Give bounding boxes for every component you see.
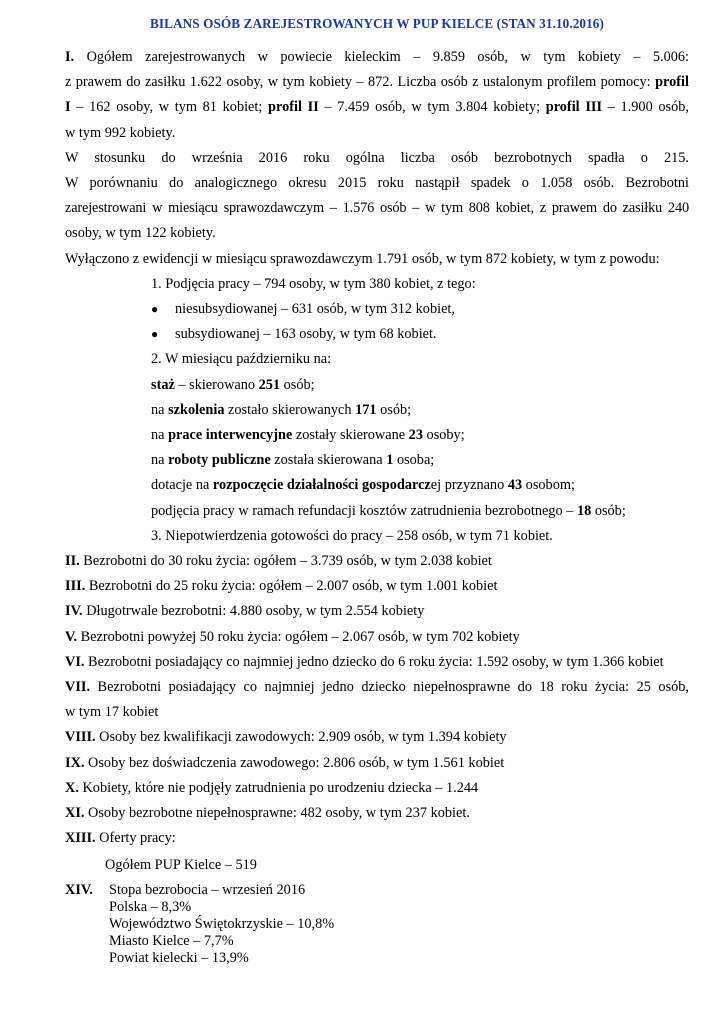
- list-item: staż – skierowano 251 osób;: [151, 376, 315, 393]
- stat-item: VII. Bezrobotni posiadający co najmniej jedno dziecko niepełnosprawne do 18 roku życia: 25 osób,: [65, 679, 689, 696]
- list-item: 2. W miesiącu październiku na:: [151, 351, 332, 368]
- section-number: VI.: [65, 653, 85, 670]
- list-item: na prace interwencyjne zostały skierowane 23 osoby;: [151, 427, 465, 444]
- rate-line: Miasto Kielce – 7,7%: [109, 932, 234, 949]
- rate-line: Powiat kielecki – 13,9%: [109, 949, 249, 966]
- stat-item: XIII. Oferty pracy:: [65, 830, 176, 847]
- stat-item: VIII. Osoby bez kwalifikacji zawodowych: 2.909 osób, w tym 1.394 kobiety: [65, 729, 507, 746]
- section-number: I.: [65, 49, 75, 65]
- list-item: 3. Niepotwierdzenia gotowości do pracy – 258 osób, w tym 71 kobiet.: [151, 527, 553, 544]
- unemployment-rate-section: [65, 882, 689, 967]
- document-page: [65, 16, 689, 967]
- paragraph: I – 162 osoby, w tym 81 kobiet; profil II – 7.459 osób, w tym 3.804 kobiety; profil III – 1.900 osób,: [65, 99, 689, 116]
- section-number: IV.: [65, 603, 83, 620]
- paragraph: Wyłączono z ewidencji w miesiącu sprawozdawczym 1.791 osób, w tym 872 kobiety, w tym z powodu:: [65, 250, 660, 267]
- rate-line: Województwo Świętokrzyskie – 10,8%: [109, 915, 335, 932]
- paragraph: zarejestrowani w miesiącu sprawozdawczym – 1.576 osób – w tym 808 kobiet, z prawem do zasiłku 240: [65, 200, 689, 217]
- stat-item: XI. Osoby bezrobotne niepełnosprawne: 482 osoby, w tym 237 kobiet.: [65, 805, 470, 822]
- bullet-item: ● niesubsydiowanej – 631 osób, w tym 312 kobiet,: [65, 297, 689, 322]
- section-number: XIII.: [65, 830, 96, 847]
- page-title: BILANS OSÓB ZAREJESTROWANYCH W PUP KIELCE (STAN 31.10.2016): [150, 16, 604, 31]
- list-item: 1. Podjęcia pracy – 794 osoby, w tym 380 kobiet, z tego:: [151, 275, 476, 292]
- job-offers-total: Ogółem PUP Kielce – 519: [105, 856, 257, 873]
- stat-item: VI. Bezrobotni posiadający co najmniej jedno dziecko do 6 roku życia: 1.592 osoby, w tym 1.366 kobiet: [65, 653, 664, 670]
- stat-item: IV. Długotrwale bezrobotni: 4.880 osoby, w tym 2.554 kobiety: [65, 603, 425, 620]
- profile-label: profil II: [268, 99, 319, 116]
- stat-item: V. Bezrobotni powyżej 50 roku życia: ogółem – 2.067 osób, w tym 702 kobiety: [65, 628, 520, 645]
- section-number: XIV.: [65, 881, 93, 898]
- stats-list: [65, 549, 689, 851]
- list-item: dotacje na rozpoczęcie działalności gospodarczej przyznano 43 osobom;: [151, 477, 575, 494]
- paragraph: osoby, w tym 122 kobiety.: [65, 225, 216, 242]
- list-item: na roboty publiczne została skierowana 1 osoba;: [151, 452, 435, 469]
- section-number: II.: [65, 553, 80, 570]
- paragraph: I. Ogółem zarejestrowanych w powiecie kieleckim – 9.859 osób, w tym kobiety – 5.006:: [65, 49, 689, 65]
- stat-item: IX. Osoby bez doświadczenia zawodowego: 2.806 osób, w tym 1.561 kobiet: [65, 754, 505, 771]
- section-number: XI.: [65, 805, 85, 822]
- list-item: podjęcia pracy w ramach refundacji kosztów zatrudnienia bezrobotnego – 18 osób;: [151, 502, 626, 519]
- profile-label: profil III: [545, 99, 603, 116]
- section-number: VII.: [65, 679, 91, 696]
- stat-item: II. Bezrobotni do 30 roku życia: ogółem – 3.739 osób, w tym 2.038 kobiet: [65, 553, 492, 570]
- stat-item-continuation: w tym 17 kobiet: [65, 704, 159, 721]
- list-item: na szkolenia zostało skierowanych 171 osób;: [151, 401, 412, 418]
- stat-item: III. Bezrobotni do 25 roku życia: ogółem – 2.007 osób, w tym 1.001 kobiet: [65, 578, 498, 595]
- profile-label-first: profil: [655, 74, 689, 91]
- section-number: III.: [65, 578, 86, 595]
- section-number: X.: [65, 779, 79, 796]
- bullet-item: ● subsydiowanej – 163 osoby, w tym 68 kobiet.: [65, 322, 689, 347]
- stat-item: X. Kobiety, które nie podjęły zatrudnienia po urodzeniu dziecka – 1.244: [65, 779, 479, 796]
- paragraph: W porównaniu do analogicznego okresu 2015 roku nastąpił spadek o 1.058 osób. Bezrobotni: [65, 175, 689, 192]
- rate-line: Polska – 8,3%: [109, 898, 192, 915]
- section-number: V.: [65, 628, 78, 645]
- paragraph: z prawem do zasiłku 1.622 osoby, w tym kobiety – 872. Liczba osób z ustalonym profilem pomocy: profil: [65, 74, 689, 91]
- paragraph: W stosunku do września 2016 roku ogólna liczba osób bezrobotnych spadła o 215.: [65, 149, 689, 166]
- rate-line: Stopa bezrobocia – wrzesień 2016: [109, 881, 306, 898]
- section-number: IX.: [65, 754, 85, 771]
- paragraph: w tym 992 kobiety.: [65, 124, 176, 141]
- section-number: VIII.: [65, 729, 96, 746]
- bullet-icon: ●: [151, 302, 159, 317]
- bullet-icon: ●: [151, 327, 159, 342]
